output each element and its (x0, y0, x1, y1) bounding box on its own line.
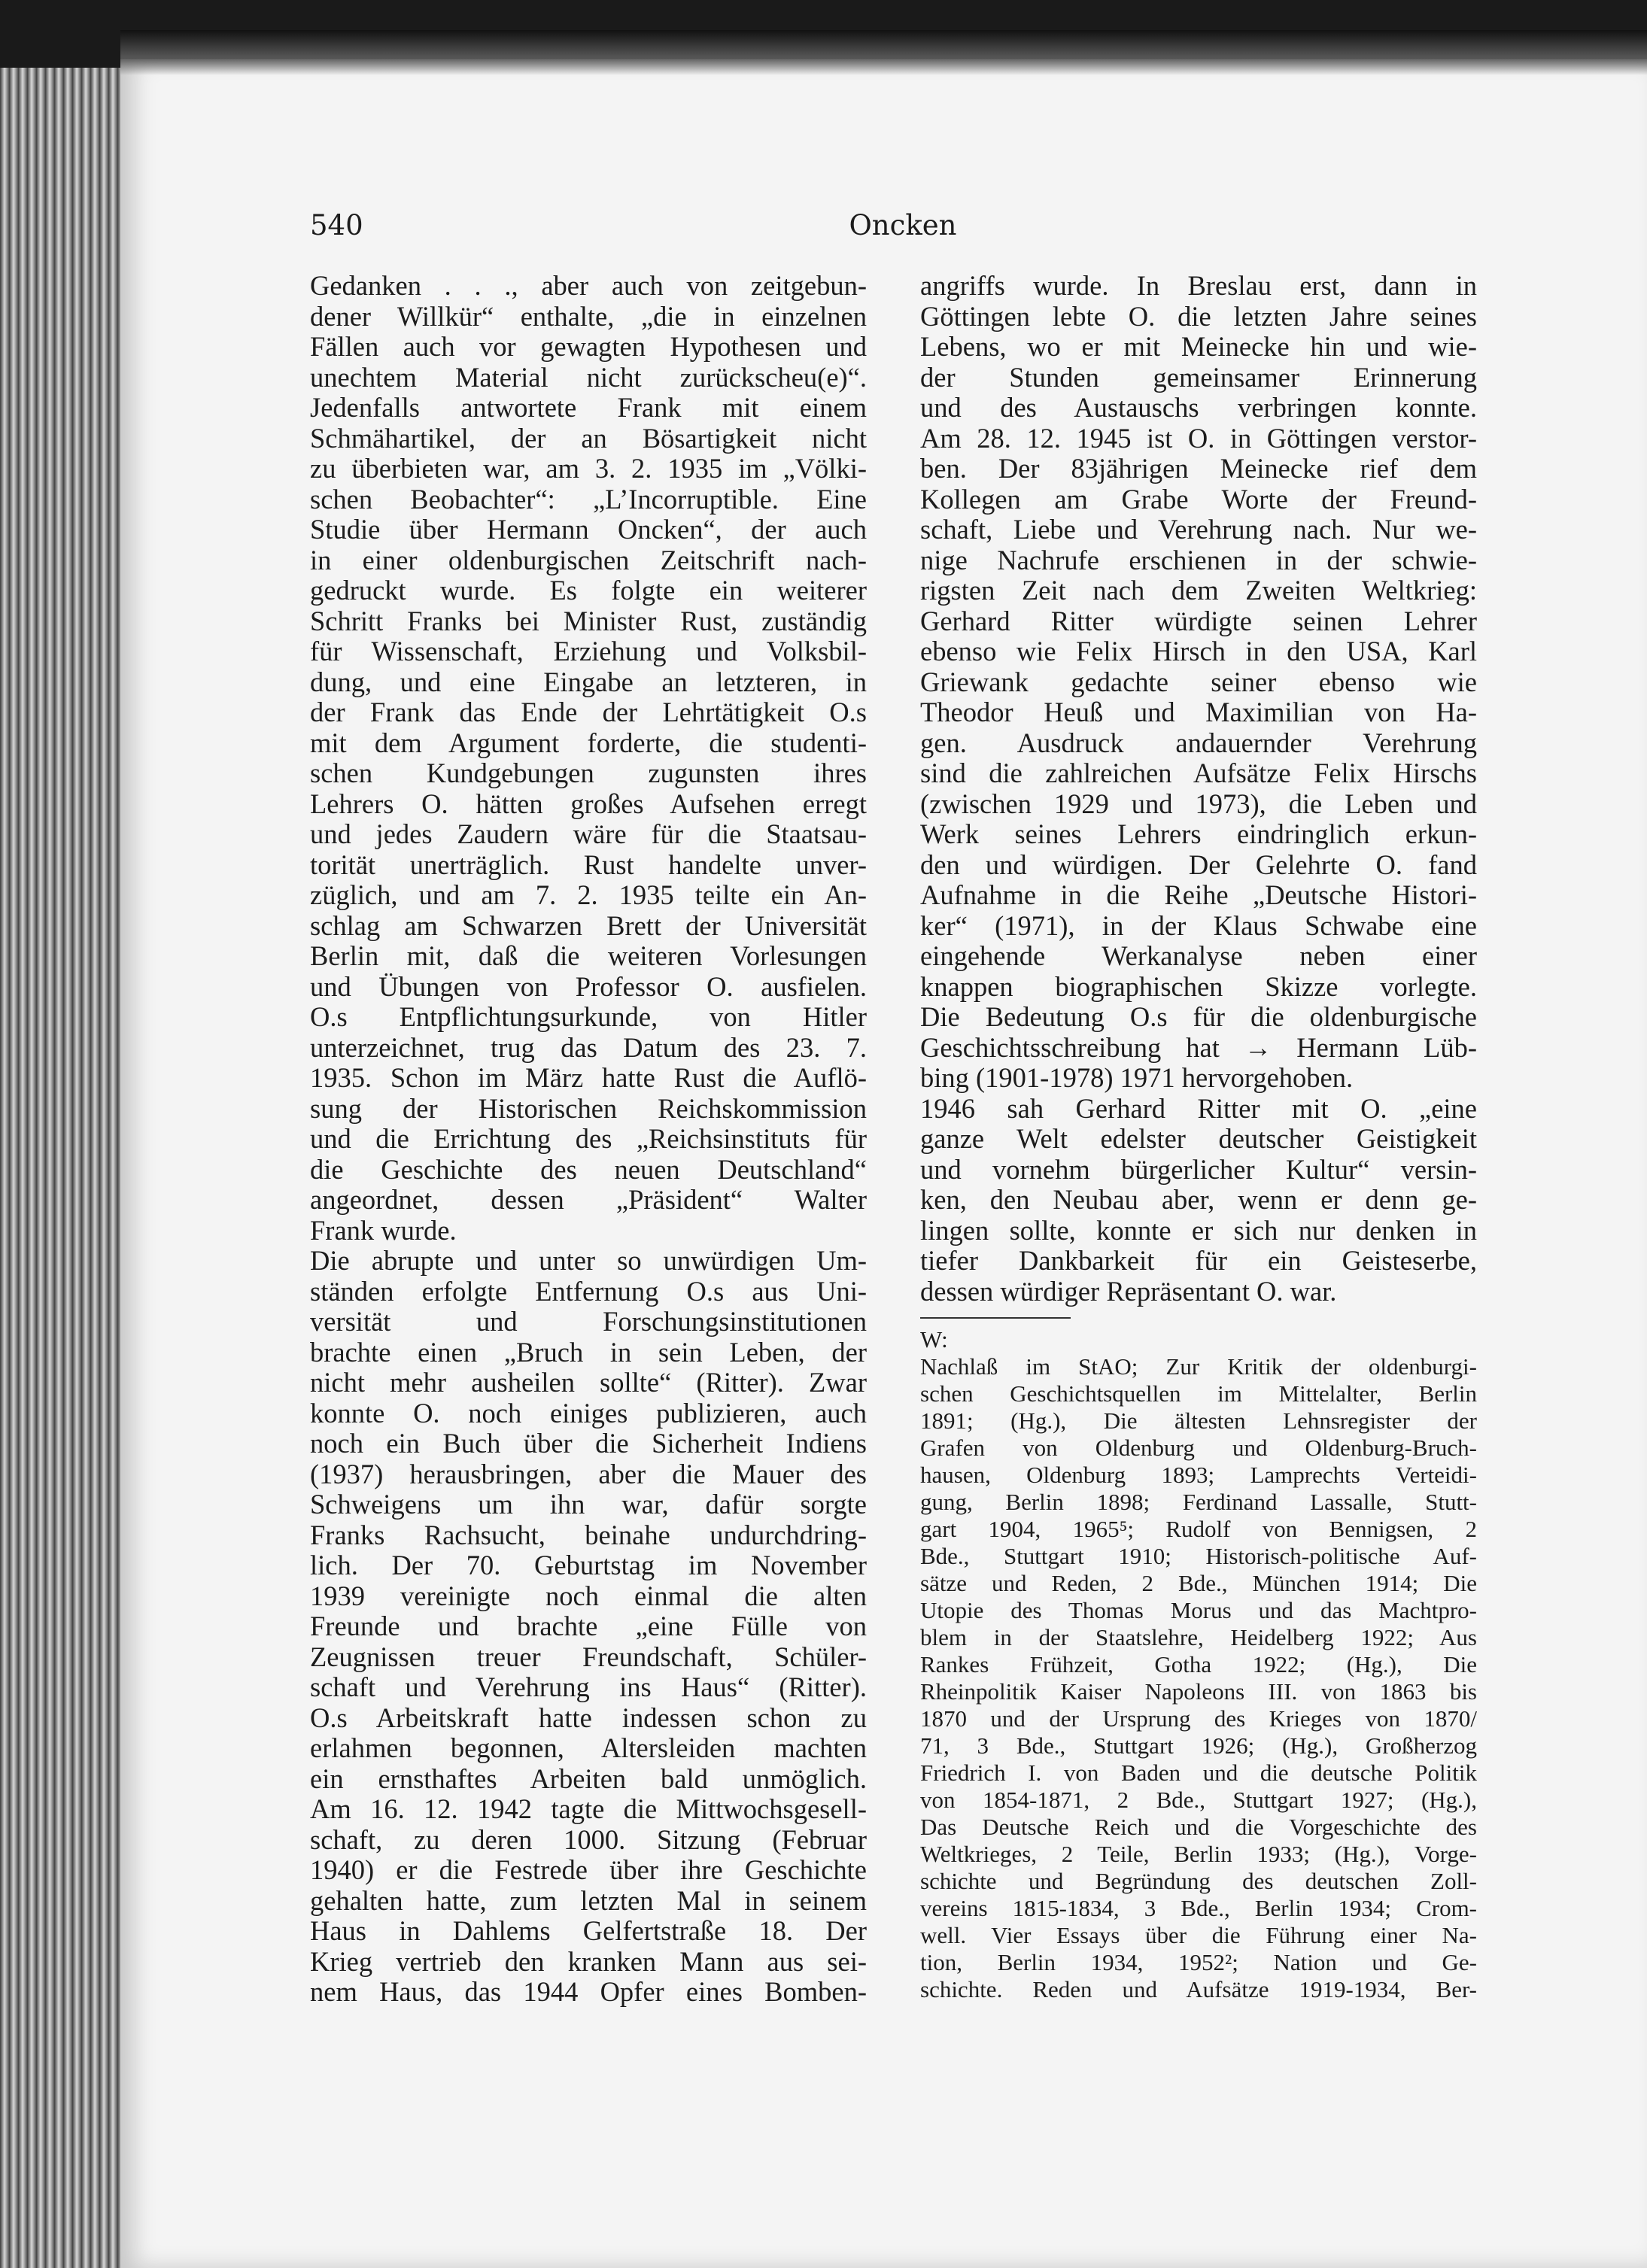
text-line: mit dem Argument forderte, die studenti- (310, 727, 867, 758)
text-line: O.s Arbeitskraft hatte indessen schon zu (310, 1702, 867, 1733)
works-section (920, 1326, 1477, 2003)
works-line: 71, 3 Bde., Stuttgart 1926; (Hg.), Großherzog (920, 1732, 1477, 1759)
text-line: nige Nachrufe erschienen in der schwie- (920, 545, 1477, 575)
works-line: schichte. Reden und Aufsätze 1919-1934, Ber- (920, 1976, 1477, 2002)
text-line: Griewank gedachte seiner ebenso wie (920, 666, 1477, 697)
text-line: Fällen auch vor gewagten Hypothesen und (310, 332, 867, 362)
works-line: Friedrich I. von Baden und die deutsche Politik (920, 1759, 1477, 1786)
text-line: lich. Der 70. Geburtstag im November (310, 1550, 867, 1580)
works-line: Nachlaß im StAO; Zur Kritik der oldenburgi- (920, 1353, 1477, 1380)
text-line: Freunde und brachte „eine Fülle von (310, 1611, 867, 1641)
text-line: und die Errichtung des „Reichsinstituts für (310, 1124, 867, 1154)
text-line: Studie über Hermann Oncken“, der auch (310, 515, 867, 545)
text-line: Aufnahme in die Reihe „Deutsche Histori- (920, 880, 1477, 910)
text-line: 1939 vereinigte noch einmal die alten (310, 1580, 867, 1611)
text-line: sind die zahlreichen Aufsätze Felix Hirschs (920, 758, 1477, 788)
works-line: Rankes Frühzeit, Gotha 1922; (Hg.), Die (920, 1651, 1477, 1677)
text-line: nem Haus, das 1944 Opfer eines Bomben- (310, 1977, 867, 2007)
text-line: ker“ (1971), in der Klaus Schwabe eine (920, 910, 1477, 941)
text-line: nicht mehr ausheilen sollte“ (Ritter). Zwar (310, 1368, 867, 1398)
text-line: torität unerträglich. Rust handelte unver- (310, 849, 867, 880)
works-line: vereins 1815-1834, 3 Bde., Berlin 1934; Crom- (920, 1895, 1477, 1921)
text-line: Die Bedeutung O.s für die oldenburgische (920, 1002, 1477, 1032)
works-line: sätze und Reden, 2 Bde., München 1914; Die (920, 1570, 1477, 1596)
text-line: Theodor Heuß und Maximilian von Ha- (920, 697, 1477, 727)
works-line: Bde., Stuttgart 1910; Historisch-politische Auf- (920, 1543, 1477, 1569)
text-line: die Geschichte des neuen Deutschland“ (310, 1154, 867, 1185)
text-line: und vornehm bürgerlicher Kultur“ versin- (920, 1154, 1477, 1185)
text-line: konnte O. noch einiges publizieren, auch (310, 1398, 867, 1429)
text-line: dessen würdiger Repräsentant O. war. (920, 1276, 1337, 1307)
running-head: Oncken (849, 209, 957, 241)
text-line: ganze Welt edelster deutscher Geistigkeit (920, 1124, 1477, 1154)
text-line: Schritt Franks bei Minister Rust, zuständig (310, 606, 867, 636)
text-line: züglich, und am 7. 2. 1935 teilte ein An- (310, 880, 867, 910)
book-page-edges (0, 68, 139, 2268)
text-line: Am 16. 12. 1942 tagte die Mittwochsgesell- (310, 1794, 867, 1824)
text-line: Schmähartikel, der an Bösartigkeit nicht (310, 423, 867, 454)
text-line: angeordnet, dessen „Präsident“ Walter (310, 1185, 867, 1215)
text-line: schaft, Liebe und Verehrung nach. Nur we- (920, 515, 1477, 545)
text-line: Werk seines Lehrers eindringlich erkun- (920, 819, 1477, 849)
text-line: Lebens, wo er mit Meinecke hin und wie- (920, 332, 1477, 362)
text-line: erlahmen begonnen, Altersleiden machten (310, 1733, 867, 1763)
text-line: Schweigens um ihn war, dafür sorgte (310, 1489, 867, 1520)
text-line: (1937) herausbringen, aber die Mauer des (310, 1459, 867, 1489)
text-line: der Frank das Ende der Lehrtätigkeit O.s (310, 697, 867, 727)
text-line: Krieg vertrieb den kranken Mann aus sei- (310, 1946, 867, 1977)
text-line: Frank wurde. (310, 1215, 457, 1246)
works-line: Weltkrieges, 2 Teile, Berlin 1933; (Hg.), Vorge- (920, 1841, 1477, 1867)
text-line: Haus in Dahlems Gelfertstraße 18. Der (310, 1916, 867, 1946)
works-line: Utopie des Thomas Morus und das Machtpro- (920, 1597, 1477, 1623)
text-line: der Stunden gemeinsamer Erinnerung (920, 362, 1477, 393)
text-line: versität und Forschungsinstitutionen (310, 1307, 867, 1337)
text-line: lingen sollte, konnte er sich nur denken in (920, 1215, 1477, 1246)
text-line: Franks Rachsucht, beinahe undurchdring- (310, 1520, 867, 1550)
left-column (310, 271, 867, 2008)
works-line: gart 1904, 1965⁵; Rudolf von Bennigsen, 2 (920, 1516, 1477, 1542)
text-line: für Wissenschaft, Erziehung und Volksbil- (310, 636, 867, 666)
text-line: 1946 sah Gerhard Ritter mit O. „eine (920, 1093, 1477, 1124)
text-line: schen Beobachter“: „L’Incorruptible. Eine (310, 484, 867, 515)
text-line: ständen erfolgte Entfernung O.s aus Uni- (310, 1276, 867, 1307)
text-line: dung, und eine Eingabe an letzteren, in (310, 666, 867, 697)
text-line: 1940) er die Festrede über ihre Geschichte (310, 1855, 867, 1885)
text-line: rigsten Zeit nach dem Zweiten Weltkrieg: (920, 575, 1477, 606)
text-line: Berlin mit, daß die weiteren Vorlesungen (310, 941, 867, 971)
text-line: noch ein Buch über die Sicherheit Indiens (310, 1429, 867, 1459)
text-line: Am 28. 12. 1945 ist O. in Göttingen verstor- (920, 423, 1477, 454)
text-line: angriffs wurde. In Breslau erst, dann in (920, 271, 1477, 301)
text-line: Zeugnissen treuer Freundschaft, Schüler- (310, 1641, 867, 1672)
works-line: 1870 und der Ursprung des Krieges von 1870/ (920, 1705, 1477, 1732)
text-line: gedruckt wurde. Es folgte ein weiterer (310, 575, 867, 606)
works-line: von 1854-1871, 2 Bde., Stuttgart 1927; (Hg.), (920, 1787, 1477, 1813)
text-line: Lehrers O. hätten großes Aufsehen erregt (310, 788, 867, 819)
text-line: zu überbieten war, am 3. 2. 1935 im „Völki- (310, 454, 867, 484)
text-line: tiefer Dankbarkeit für ein Geisteserbe, (920, 1246, 1477, 1276)
text-line: Kollegen am Grabe Worte der Freund- (920, 484, 1477, 515)
text-line: Die abrupte und unter so unwürdigen Um- (310, 1246, 867, 1276)
text-line: (zwischen 1929 und 1973), die Leben und (920, 788, 1477, 819)
works-line: tion, Berlin 1934, 1952²; Nation und Ge- (920, 1949, 1477, 1975)
text-line: O.s Entpflichtungsurkunde, von Hitler (310, 1002, 867, 1032)
text-line: und jedes Zaudern wäre für die Staatsau- (310, 819, 867, 849)
text-line: Jedenfalls antwortete Frank mit einem (310, 393, 867, 423)
text-line: schlag am Schwarzen Brett der Universität (310, 910, 867, 941)
text-line: den und würdigen. Der Gelehrte O. fand (920, 849, 1477, 880)
text-line: ben. Der 83jährigen Meinecke rief dem (920, 454, 1477, 484)
text-line: gehalten hatte, zum letzten Mal in seinem (310, 1885, 867, 1916)
works-line: Grafen von Oldenburg und Oldenburg-Bruch- (920, 1435, 1477, 1461)
works-line: hausen, Oldenburg 1893; Lamprechts Verteidi- (920, 1462, 1477, 1488)
text-line: dener Willkür“ enthalte, „die in einzelnen (310, 301, 867, 332)
works-line: blem in der Staatslehre, Heidelberg 1922; Aus (920, 1624, 1477, 1650)
text-line: ken, den Neubau aber, wenn er denn ge- (920, 1185, 1477, 1215)
works-line: 1891; (Hg.), Die ältesten Lehnsregister der (920, 1407, 1477, 1434)
works-line: schichte und Begründung des deutschen Zoll- (920, 1868, 1477, 1894)
text-line: Geschichtsschreibung hat → Hermann Lüb- (920, 1032, 1477, 1063)
page-top-shadow (120, 30, 1647, 75)
text-line: sung der Historischen Reichskommission (310, 1093, 867, 1124)
right-column (920, 271, 1477, 2003)
works-line: gung, Berlin 1898; Ferdinand Lassalle, Stutt- (920, 1489, 1477, 1515)
works-heading: W: (920, 1326, 948, 1353)
section-rule (920, 1317, 1071, 1319)
text-line: schen Kundgebungen zugunsten ihres (310, 758, 867, 788)
text-line: und Übungen von Professor O. ausfielen. (310, 971, 867, 1002)
text-line: Göttingen lebte O. die letzten Jahre seines (920, 301, 1477, 332)
text-line: in einer oldenburgischen Zeitschrift nach- (310, 545, 867, 575)
works-list (920, 1353, 1477, 2003)
page-number: 540 (310, 209, 363, 241)
text-line: gen. Ausdruck andauernder Verehrung (920, 727, 1477, 758)
text-line: unechtem Material nicht zurückscheu(e)“. (310, 362, 867, 393)
works-line: schen Geschichtsquellen im Mittelalter, Berlin (920, 1380, 1477, 1407)
text-line: bing (1901-1978) 1971 hervorgehoben. (920, 1063, 1354, 1093)
text-line: Gerhard Ritter würdigte seinen Lehrer (920, 606, 1477, 636)
text-line: unterzeichnet, trug das Datum des 23. 7. (310, 1032, 867, 1063)
text-line: 1935. Schon im März hatte Rust die Auflö- (310, 1063, 867, 1093)
text-line: ein ernsthaftes Arbeiten bald unmöglich. (310, 1763, 867, 1794)
text-line: und des Austauschs verbringen konnte. (920, 393, 1477, 423)
right-column-body (920, 271, 1477, 1307)
text-line: brachte einen „Bruch in sein Leben, der (310, 1337, 867, 1368)
text-line: ebenso wie Felix Hirsch in den USA, Karl (920, 636, 1477, 666)
text-line: knappen biographischen Skizze vorlegte. (920, 971, 1477, 1002)
text-line: schaft, zu deren 1000. Sitzung (Februar (310, 1824, 867, 1855)
text-line: schaft und Verehrung ins Haus“ (Ritter). (310, 1672, 867, 1702)
works-line: Rheinpolitik Kaiser Napoleons III. von 1863 bis (920, 1678, 1477, 1705)
works-line: Das Deutsche Reich und die Vorgeschichte des (920, 1814, 1477, 1840)
works-line: well. Vier Essays über die Führung einer Na- (920, 1922, 1477, 1948)
text-line: Gedanken . . ., aber auch von zeitgebun- (310, 271, 867, 301)
text-line: eingehende Werkanalyse neben einer (920, 941, 1477, 971)
